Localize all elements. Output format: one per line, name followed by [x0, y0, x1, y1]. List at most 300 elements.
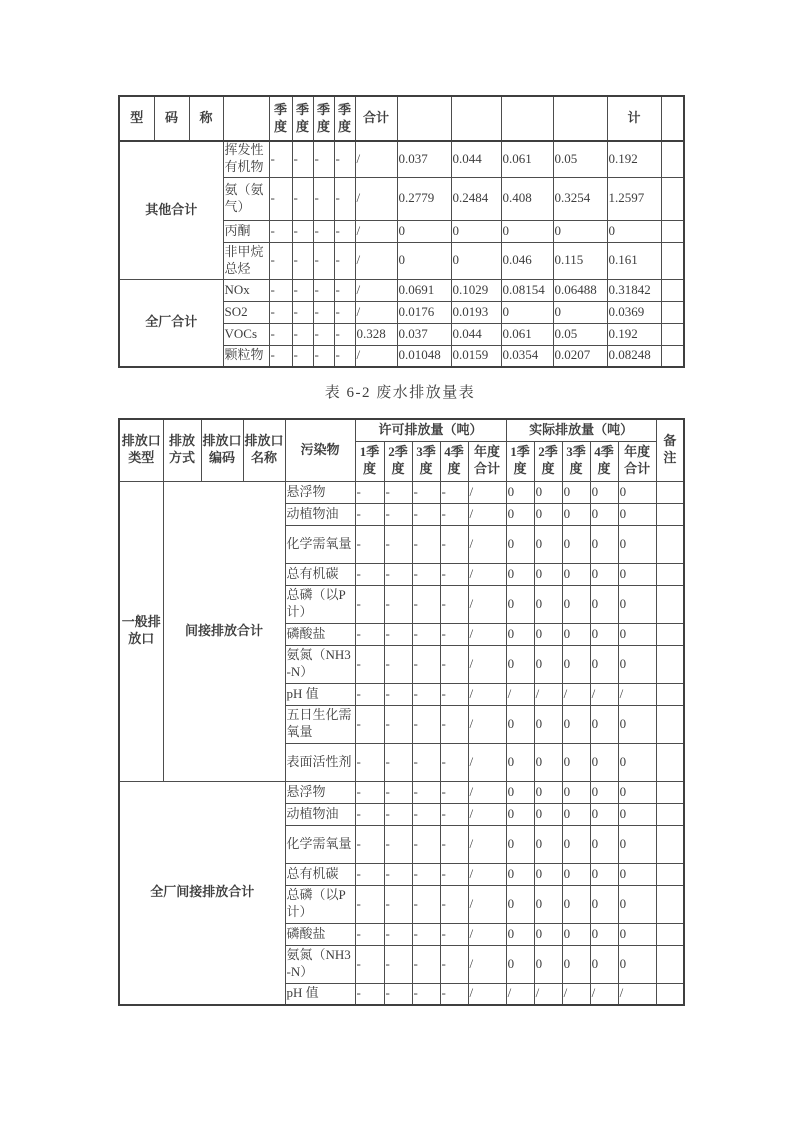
- permitted-value-cell: -: [384, 743, 412, 781]
- header-quarter-cell: 年度合计: [618, 441, 656, 481]
- actual-value-cell: 0: [562, 781, 590, 803]
- quarter-cell: -: [334, 323, 355, 345]
- permitted-value-cell: -: [384, 863, 412, 885]
- actual-value-cell: 0: [590, 503, 618, 525]
- quarter-cell: -: [334, 301, 355, 323]
- pollutant-name: 非甲烷总烃: [223, 242, 269, 279]
- actual-value-cell: 0: [501, 220, 553, 242]
- permitted-value-cell: -: [384, 481, 412, 503]
- remark-cell: [656, 923, 684, 945]
- header-quarter-cell: 1季度: [355, 441, 384, 481]
- actual-value-cell: 0: [534, 923, 562, 945]
- permitted-value-cell: /: [468, 623, 506, 645]
- pollutant-name: 丙酮: [223, 220, 269, 242]
- actual-value-cell: 0.061: [501, 141, 553, 177]
- quarter-cell: -: [292, 279, 313, 301]
- quarter-cell: -: [269, 242, 292, 279]
- actual-value-cell: 0.0176: [397, 301, 451, 323]
- header-quarter-cell: 3季度: [412, 441, 440, 481]
- actual-value-cell: 0: [618, 863, 656, 885]
- pollutant-name: 悬浮物: [285, 781, 355, 803]
- actual-value-cell: 0: [562, 743, 590, 781]
- table1-header-row: [119, 96, 684, 141]
- actual-value-cell: 0: [562, 585, 590, 623]
- actual-value-cell: /: [618, 683, 656, 705]
- annual-total-cell: /: [355, 301, 397, 323]
- actual-value-cell: 0: [553, 220, 607, 242]
- permitted-value-cell: -: [355, 863, 384, 885]
- permitted-value-cell: -: [384, 525, 412, 563]
- actual-value-cell: 0: [534, 825, 562, 863]
- actual-value-cell: 0: [618, 645, 656, 683]
- header-outlet-code: 排放口编码: [201, 419, 243, 481]
- remark-cell: [661, 279, 684, 301]
- actual-value-cell: 0: [553, 301, 607, 323]
- pollutant-name: 磷酸盐: [285, 923, 355, 945]
- permitted-value-cell: -: [440, 743, 468, 781]
- actual-value-cell: 0: [562, 645, 590, 683]
- quarter-cell: -: [334, 242, 355, 279]
- header-quarter-cell: 4季度: [590, 441, 618, 481]
- remark-cell: [656, 743, 684, 781]
- actual-value-cell: 0: [607, 220, 661, 242]
- actual-value-cell: 0: [534, 563, 562, 585]
- actual-value-cell: 0: [562, 503, 590, 525]
- actual-value-cell: 0: [590, 923, 618, 945]
- permitted-value-cell: -: [440, 563, 468, 585]
- actual-value-cell: 0: [618, 503, 656, 525]
- quarter-cell: -: [334, 177, 355, 220]
- remark-cell: [656, 863, 684, 885]
- permitted-value-cell: -: [355, 743, 384, 781]
- header-permitted-group: 许可排放量（吨）: [355, 419, 506, 441]
- remark-cell: [661, 345, 684, 367]
- actual-value-cell: 0: [506, 743, 534, 781]
- pollutant-name: 颗粒物: [223, 345, 269, 367]
- actual-value-cell: 0: [534, 481, 562, 503]
- quarter-cell: -: [269, 141, 292, 177]
- permitted-value-cell: -: [355, 623, 384, 645]
- actual-value-cell: 0: [618, 585, 656, 623]
- actual-value-cell: 0: [590, 945, 618, 983]
- discharge-mode-label: 间接排放合计: [163, 481, 285, 781]
- actual-value-cell: 0: [590, 481, 618, 503]
- actual-value-cell: 0.3254: [553, 177, 607, 220]
- quarter-cell: -: [313, 220, 334, 242]
- annual-total-cell: /: [355, 220, 397, 242]
- actual-value-cell: 0.0369: [607, 301, 661, 323]
- actual-value-cell: 0.05: [553, 141, 607, 177]
- actual-value-cell: 0: [534, 585, 562, 623]
- actual-value-cell: 0: [451, 220, 501, 242]
- permitted-value-cell: /: [468, 825, 506, 863]
- permitted-value-cell: /: [468, 743, 506, 781]
- actual-value-cell: 0: [590, 645, 618, 683]
- header-quarter-cell: 2季度: [384, 441, 412, 481]
- actual-value-cell: 0: [562, 705, 590, 743]
- quarter-cell: -: [313, 345, 334, 367]
- actual-value-cell: 0: [534, 623, 562, 645]
- permitted-value-cell: -: [355, 481, 384, 503]
- actual-value-cell: 0: [397, 220, 451, 242]
- actual-value-cell: /: [590, 683, 618, 705]
- permitted-value-cell: /: [468, 863, 506, 885]
- pollutant-name: 悬浮物: [285, 481, 355, 503]
- annual-total-cell: /: [355, 141, 397, 177]
- quarter-cell: -: [292, 141, 313, 177]
- table1-header-cell: [501, 96, 553, 141]
- actual-value-cell: /: [506, 983, 534, 1005]
- quarter-cell: -: [292, 220, 313, 242]
- actual-value-cell: 0.044: [451, 323, 501, 345]
- actual-value-cell: 0: [618, 743, 656, 781]
- permitted-value-cell: -: [440, 623, 468, 645]
- actual-value-cell: 0: [618, 825, 656, 863]
- permitted-value-cell: /: [468, 525, 506, 563]
- permitted-value-cell: -: [440, 923, 468, 945]
- permitted-value-cell: -: [384, 705, 412, 743]
- permitted-value-cell: -: [440, 803, 468, 825]
- actual-value-cell: 0: [534, 705, 562, 743]
- actual-value-cell: 0.044: [451, 141, 501, 177]
- permitted-value-cell: -: [412, 705, 440, 743]
- actual-value-cell: 0: [590, 525, 618, 563]
- quarter-cell: -: [313, 301, 334, 323]
- actual-value-cell: 0.01048: [397, 345, 451, 367]
- table1-section-label: 其他合计: [119, 141, 223, 279]
- permitted-value-cell: -: [412, 885, 440, 923]
- permitted-value-cell: -: [440, 863, 468, 885]
- table1-header-cell: 合计: [355, 96, 397, 141]
- actual-value-cell: 0.046: [501, 242, 553, 279]
- actual-value-cell: 0: [618, 563, 656, 585]
- actual-value-cell: 0: [506, 645, 534, 683]
- permitted-value-cell: -: [355, 885, 384, 923]
- pollutant-name: 化学需氧量: [285, 525, 355, 563]
- permitted-value-cell: /: [468, 803, 506, 825]
- annual-total-cell: 0.328: [355, 323, 397, 345]
- actual-value-cell: 0: [590, 803, 618, 825]
- permitted-value-cell: /: [468, 683, 506, 705]
- header-pollutant: 污染物: [285, 419, 355, 481]
- permitted-value-cell: /: [468, 923, 506, 945]
- permitted-value-cell: -: [440, 825, 468, 863]
- permitted-value-cell: -: [412, 803, 440, 825]
- table1-header-cell: 季度: [334, 96, 355, 141]
- pollutant-name: NOx: [223, 279, 269, 301]
- permitted-value-cell: -: [355, 645, 384, 683]
- table-6-2-caption: 表 6-2 废水排放量表: [324, 385, 476, 401]
- actual-value-cell: 0: [506, 923, 534, 945]
- actual-value-cell: 0: [451, 242, 501, 279]
- permitted-value-cell: -: [440, 885, 468, 923]
- pollutant-name: pH 值: [285, 983, 355, 1005]
- permitted-value-cell: -: [355, 945, 384, 983]
- permitted-value-cell: -: [384, 645, 412, 683]
- permitted-value-cell: -: [355, 503, 384, 525]
- actual-value-cell: 0: [506, 623, 534, 645]
- permitted-value-cell: -: [440, 503, 468, 525]
- actual-value-cell: 0: [534, 781, 562, 803]
- actual-value-cell: 0: [501, 301, 553, 323]
- actual-value-cell: 0.31842: [607, 279, 661, 301]
- permitted-value-cell: -: [355, 585, 384, 623]
- actual-value-cell: 0: [590, 885, 618, 923]
- permitted-value-cell: -: [355, 525, 384, 563]
- quarter-cell: -: [269, 220, 292, 242]
- permitted-value-cell: -: [412, 623, 440, 645]
- remark-cell: [656, 585, 684, 623]
- quarter-cell: -: [313, 242, 334, 279]
- annual-total-cell: /: [355, 242, 397, 279]
- table2-data-row: [119, 781, 684, 803]
- table1-section-label: 全厂合计: [119, 279, 223, 367]
- permitted-value-cell: -: [384, 781, 412, 803]
- remark-cell: [656, 825, 684, 863]
- actual-value-cell: 0: [534, 743, 562, 781]
- permitted-value-cell: -: [412, 481, 440, 503]
- actual-value-cell: 0: [562, 481, 590, 503]
- actual-value-cell: 0.0159: [451, 345, 501, 367]
- actual-value-cell: 0: [562, 623, 590, 645]
- pollutant-name: 氨氮（NH3-N）: [285, 945, 355, 983]
- permitted-value-cell: -: [440, 983, 468, 1005]
- permitted-value-cell: -: [412, 923, 440, 945]
- actual-value-cell: 0: [618, 705, 656, 743]
- header-quarter-cell: 2季度: [534, 441, 562, 481]
- table1-data-row: [119, 141, 684, 177]
- pollutant-name: 动植物油: [285, 803, 355, 825]
- permitted-value-cell: /: [468, 481, 506, 503]
- actual-value-cell: 0.2484: [451, 177, 501, 220]
- quarter-cell: -: [313, 279, 334, 301]
- quarter-cell: -: [292, 345, 313, 367]
- actual-value-cell: 0: [562, 923, 590, 945]
- permitted-value-cell: -: [412, 683, 440, 705]
- permitted-value-cell: -: [412, 563, 440, 585]
- actual-value-cell: 0.037: [397, 323, 451, 345]
- permitted-value-cell: -: [384, 585, 412, 623]
- permitted-value-cell: -: [384, 983, 412, 1005]
- pollutant-name: 表面活性剂: [285, 743, 355, 781]
- pollutant-name: VOCs: [223, 323, 269, 345]
- actual-value-cell: 0: [562, 885, 590, 923]
- actual-value-cell: 0: [534, 503, 562, 525]
- permitted-value-cell: -: [440, 683, 468, 705]
- permitted-value-cell: -: [355, 803, 384, 825]
- permitted-value-cell: -: [440, 705, 468, 743]
- actual-value-cell: 0: [506, 825, 534, 863]
- actual-value-cell: 0: [534, 945, 562, 983]
- actual-value-cell: 0.408: [501, 177, 553, 220]
- permitted-value-cell: -: [412, 645, 440, 683]
- remark-cell: [656, 803, 684, 825]
- actual-value-cell: 0.161: [607, 242, 661, 279]
- actual-value-cell: 0.06488: [553, 279, 607, 301]
- actual-value-cell: /: [534, 983, 562, 1005]
- actual-value-cell: /: [562, 683, 590, 705]
- permitted-value-cell: -: [412, 503, 440, 525]
- quarter-cell: -: [313, 177, 334, 220]
- actual-value-cell: 0: [618, 803, 656, 825]
- table1-header-cell: 计: [607, 96, 661, 141]
- quarter-cell: -: [269, 345, 292, 367]
- actual-value-cell: 0: [590, 623, 618, 645]
- actual-value-cell: 0: [506, 481, 534, 503]
- pollutant-name: 氨（氨气）: [223, 177, 269, 220]
- remark-cell: [656, 563, 684, 585]
- pollutant-name: 总有机碳: [285, 563, 355, 585]
- remark-cell: [656, 623, 684, 645]
- permitted-value-cell: /: [468, 983, 506, 1005]
- permitted-value-cell: -: [355, 923, 384, 945]
- table1-header-cell: [553, 96, 607, 141]
- table-6-2-wastewater-discharge: [118, 418, 685, 1006]
- quarter-cell: -: [292, 177, 313, 220]
- actual-value-cell: 0: [562, 525, 590, 563]
- quarter-cell: -: [269, 177, 292, 220]
- table1-data-row: [119, 279, 684, 301]
- table1-header-cell: 称: [189, 96, 223, 141]
- quarter-cell: -: [292, 301, 313, 323]
- permitted-value-cell: -: [412, 585, 440, 623]
- actual-value-cell: 0: [506, 945, 534, 983]
- actual-value-cell: 0: [618, 623, 656, 645]
- table1-header-cell: [661, 96, 684, 141]
- actual-value-cell: 0.061: [501, 323, 553, 345]
- table2-data-row: [119, 481, 684, 503]
- remark-cell: [656, 983, 684, 1005]
- quarter-cell: -: [313, 141, 334, 177]
- actual-value-cell: 0: [534, 885, 562, 923]
- permitted-value-cell: -: [384, 683, 412, 705]
- actual-value-cell: 0: [618, 525, 656, 563]
- permitted-value-cell: -: [412, 525, 440, 563]
- table2-section-label: 全厂间接排放合计: [119, 781, 285, 1005]
- actual-value-cell: /: [506, 683, 534, 705]
- permitted-value-cell: -: [440, 645, 468, 683]
- pollutant-name: SO2: [223, 301, 269, 323]
- actual-value-cell: 0: [590, 563, 618, 585]
- permitted-value-cell: -: [384, 825, 412, 863]
- permitted-value-cell: /: [468, 781, 506, 803]
- actual-value-cell: 0: [590, 825, 618, 863]
- annual-total-cell: /: [355, 177, 397, 220]
- remark-cell: [656, 945, 684, 983]
- actual-value-cell: 0.1029: [451, 279, 501, 301]
- header-actual-group: 实际排放量（吨）: [506, 419, 656, 441]
- outlet-type-label: 一般排放口: [119, 481, 163, 781]
- remark-cell: [661, 323, 684, 345]
- actual-value-cell: 0.05: [553, 323, 607, 345]
- header-outlet-name: 排放口名称: [243, 419, 285, 481]
- actual-value-cell: 0: [506, 885, 534, 923]
- header-quarter-cell: 4季度: [440, 441, 468, 481]
- pollutant-name: 总有机碳: [285, 863, 355, 885]
- quarter-cell: -: [292, 323, 313, 345]
- pollutant-name: 氨氮（NH3-N）: [285, 645, 355, 683]
- actual-value-cell: 0: [618, 781, 656, 803]
- remark-cell: [656, 525, 684, 563]
- permitted-value-cell: /: [468, 503, 506, 525]
- actual-value-cell: /: [534, 683, 562, 705]
- permitted-value-cell: -: [440, 781, 468, 803]
- permitted-value-cell: -: [384, 803, 412, 825]
- permitted-value-cell: -: [384, 885, 412, 923]
- actual-value-cell: 0: [506, 863, 534, 885]
- actual-value-cell: 0.115: [553, 242, 607, 279]
- permitted-value-cell: /: [468, 945, 506, 983]
- remark-cell: [656, 503, 684, 525]
- remark-cell: [656, 645, 684, 683]
- quarter-cell: -: [269, 301, 292, 323]
- actual-value-cell: 0: [534, 525, 562, 563]
- actual-value-cell: 0: [618, 923, 656, 945]
- quarter-cell: -: [334, 279, 355, 301]
- permitted-value-cell: -: [355, 983, 384, 1005]
- permitted-value-cell: -: [355, 683, 384, 705]
- permitted-value-cell: -: [355, 563, 384, 585]
- remark-cell: [661, 220, 684, 242]
- actual-value-cell: 0: [590, 863, 618, 885]
- quarter-cell: -: [269, 323, 292, 345]
- permitted-value-cell: -: [440, 585, 468, 623]
- permitted-value-cell: -: [440, 481, 468, 503]
- pollutant-name: 五日生化需氧量: [285, 705, 355, 743]
- annual-total-cell: /: [355, 345, 397, 367]
- permitted-value-cell: -: [355, 781, 384, 803]
- actual-value-cell: 0: [590, 781, 618, 803]
- actual-value-cell: 0: [618, 945, 656, 983]
- quarter-cell: -: [313, 323, 334, 345]
- actual-value-cell: 0: [562, 945, 590, 983]
- header-quarter-cell: 3季度: [562, 441, 590, 481]
- actual-value-cell: 0: [534, 645, 562, 683]
- actual-value-cell: 0.192: [607, 141, 661, 177]
- remark-cell: [656, 481, 684, 503]
- actual-value-cell: 0: [397, 242, 451, 279]
- header-remark: 备注: [656, 419, 684, 481]
- pollutant-name: pH 值: [285, 683, 355, 705]
- actual-value-cell: 0: [506, 803, 534, 825]
- permitted-value-cell: -: [440, 945, 468, 983]
- permitted-value-cell: /: [468, 563, 506, 585]
- pollutant-name: 化学需氧量: [285, 825, 355, 863]
- pollutant-name: 总磷（以P计）: [285, 585, 355, 623]
- actual-value-cell: 0: [562, 825, 590, 863]
- table-6-1-air-emissions-continued: [118, 95, 685, 368]
- permitted-value-cell: -: [384, 503, 412, 525]
- actual-value-cell: 0: [534, 803, 562, 825]
- pollutant-name: 总磷（以P计）: [285, 885, 355, 923]
- actual-value-cell: 0: [506, 563, 534, 585]
- pollutant-name: 磷酸盐: [285, 623, 355, 645]
- permitted-value-cell: -: [412, 863, 440, 885]
- remark-cell: [661, 301, 684, 323]
- annual-total-cell: /: [355, 279, 397, 301]
- table1-header-cell: [397, 96, 451, 141]
- permitted-value-cell: -: [412, 983, 440, 1005]
- remark-cell: [656, 683, 684, 705]
- header-quarter-cell: 1季度: [506, 441, 534, 481]
- permitted-value-cell: /: [468, 585, 506, 623]
- table1-header-cell: 季度: [292, 96, 313, 141]
- actual-value-cell: 0: [618, 481, 656, 503]
- actual-value-cell: 0: [590, 743, 618, 781]
- permitted-value-cell: -: [384, 563, 412, 585]
- quarter-cell: -: [269, 279, 292, 301]
- header-discharge-mode: 排放方式: [163, 419, 201, 481]
